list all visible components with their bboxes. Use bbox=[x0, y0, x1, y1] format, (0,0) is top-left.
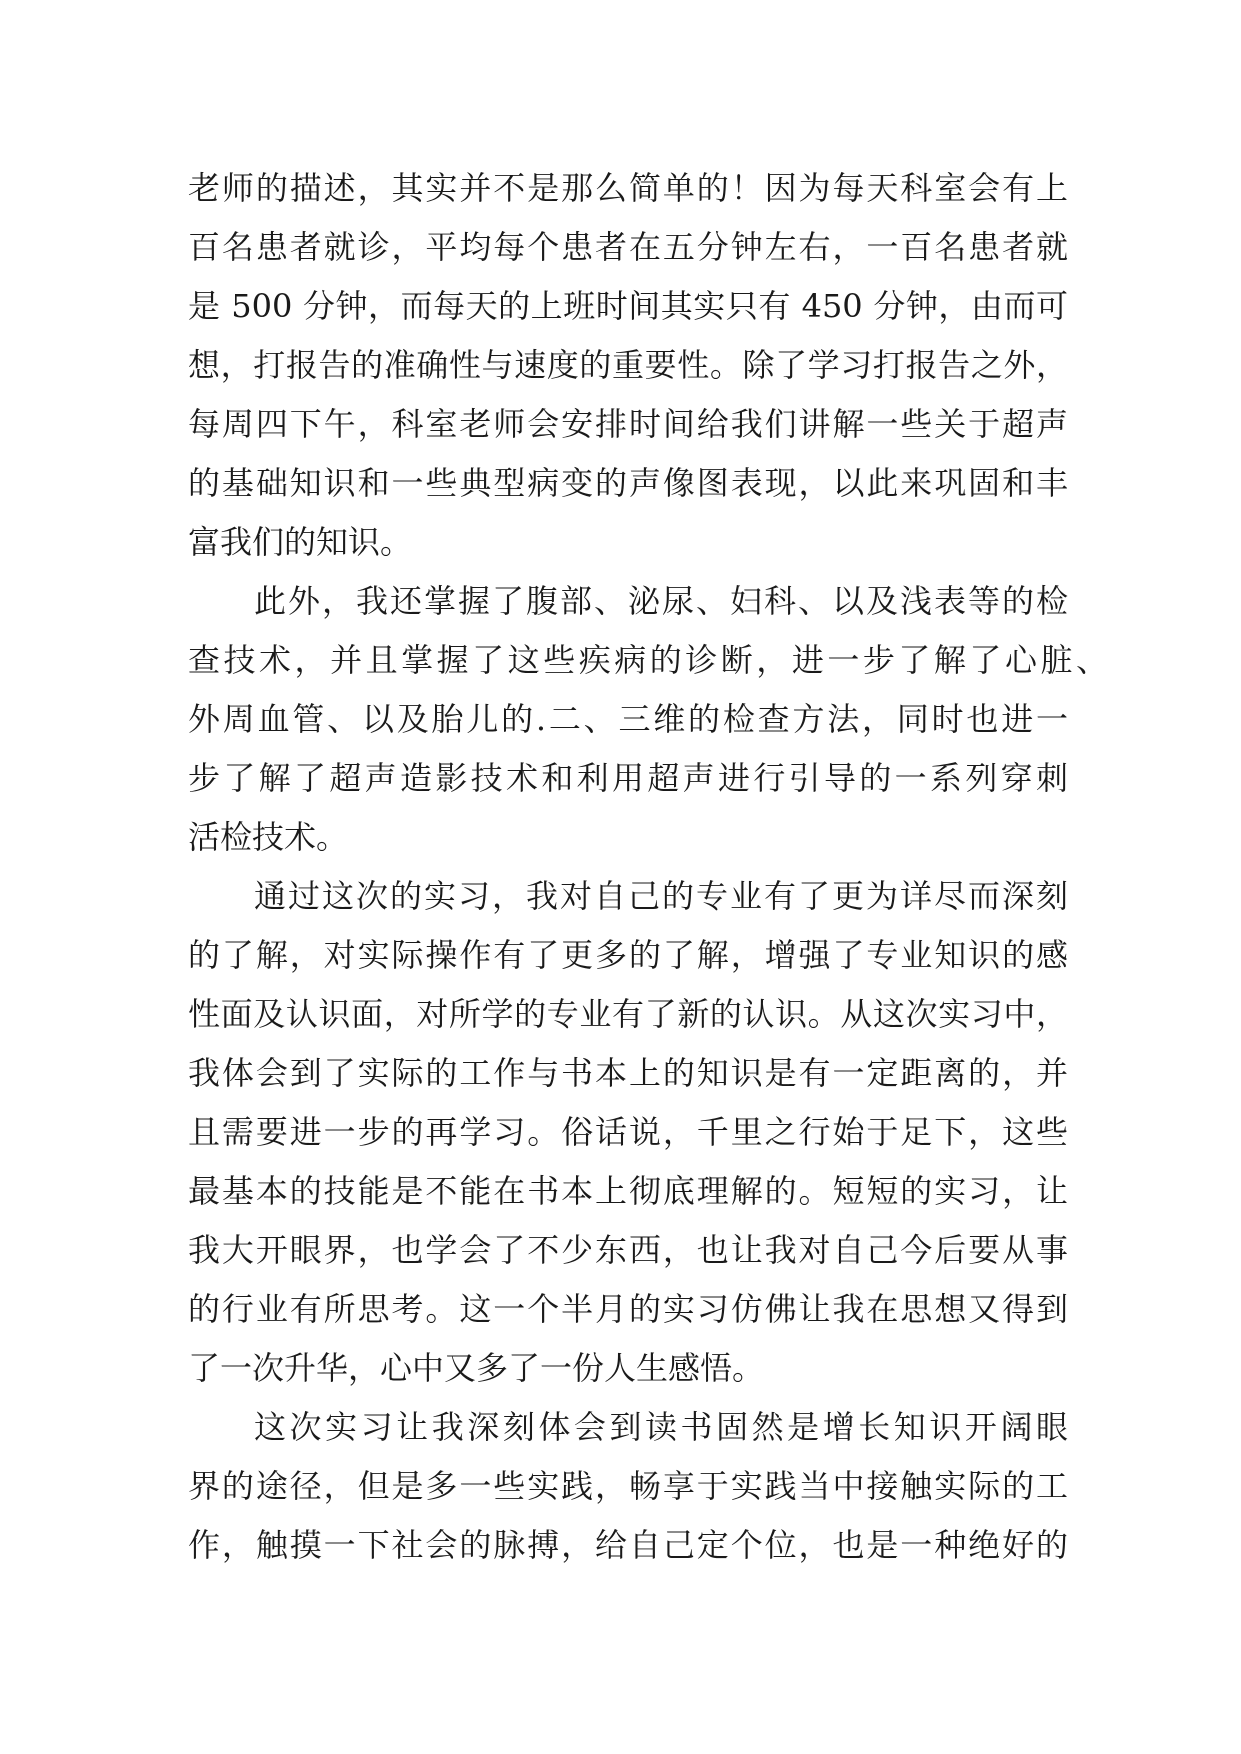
text-line: 作，触摸一下社会的脉搏，给自己定个位，也是一种绝好的 bbox=[188, 1526, 1068, 1564]
text-line: 的基础知识和一些典型病变的声像图表现，以此来巩固和丰 bbox=[188, 464, 1068, 502]
text-line: 了一次升华，心中又多了一份人生感悟。 bbox=[188, 1349, 765, 1387]
text-line: 查技术，并且掌握了这些疾病的诊断，进一步了解了心脏、 bbox=[188, 641, 1108, 679]
text-line: 活检技术。 bbox=[188, 818, 349, 856]
text-line: 每周四下午，科室老师会安排时间给我们讲解一些关于超声 bbox=[188, 405, 1068, 443]
text-line: 我体会到了实际的工作与书本上的知识是有一定距离的，并 bbox=[188, 1054, 1068, 1092]
text-line: 想，打报告的准确性与速度的重要性。除了学习打报告之外， bbox=[188, 346, 1068, 384]
text-line: 步了解了超声造影技术和利用超声进行引导的一系列穿刺 bbox=[188, 759, 1068, 797]
text-line: 性面及认识面，对所学的专业有了新的认识。从这次实习中， bbox=[188, 995, 1068, 1033]
text-line: 此外，我还掌握了腹部、泌尿、妇科、以及浅表等的检 bbox=[254, 582, 1068, 620]
text-line: 外周血管、以及胎儿的.二、三维的检查方法，同时也进一 bbox=[188, 700, 1068, 738]
text-line: 的行业有所思考。这一个半月的实习仿佛让我在思想又得到 bbox=[188, 1290, 1068, 1328]
text-line: 的了解，对实际操作有了更多的了解，增强了专业知识的感 bbox=[188, 936, 1068, 974]
text-line: 百名患者就诊，平均每个患者在五分钟左右，一百名患者就 bbox=[188, 228, 1068, 266]
text-line: 我大开眼界，也学会了不少东西，也让我对自己今后要从事 bbox=[188, 1231, 1068, 1269]
text-line: 老师的描述，其实并不是那么简单的！因为每天科室会有上 bbox=[188, 169, 1068, 207]
text-line: 通过这次的实习，我对自己的专业有了更为详尽而深刻 bbox=[254, 877, 1068, 915]
text-line: 富我们的知识。 bbox=[188, 523, 413, 561]
text-line: 这次实习让我深刻体会到读书固然是增长知识开阔眼 bbox=[254, 1408, 1068, 1446]
text-line: 界的途径，但是多一些实践，畅享于实践当中接触实际的工 bbox=[188, 1467, 1068, 1505]
text-line: 且需要进一步的再学习。俗话说，千里之行始于足下，这些 bbox=[188, 1113, 1068, 1151]
body-text bbox=[188, 168, 1108, 1584]
text-line: 是 500 分钟，而每天的上班时间其实只有 450 分钟，由而可 bbox=[188, 287, 1068, 325]
text-line: 最基本的技能是不能在书本上彻底理解的。短短的实习，让 bbox=[188, 1172, 1068, 1210]
